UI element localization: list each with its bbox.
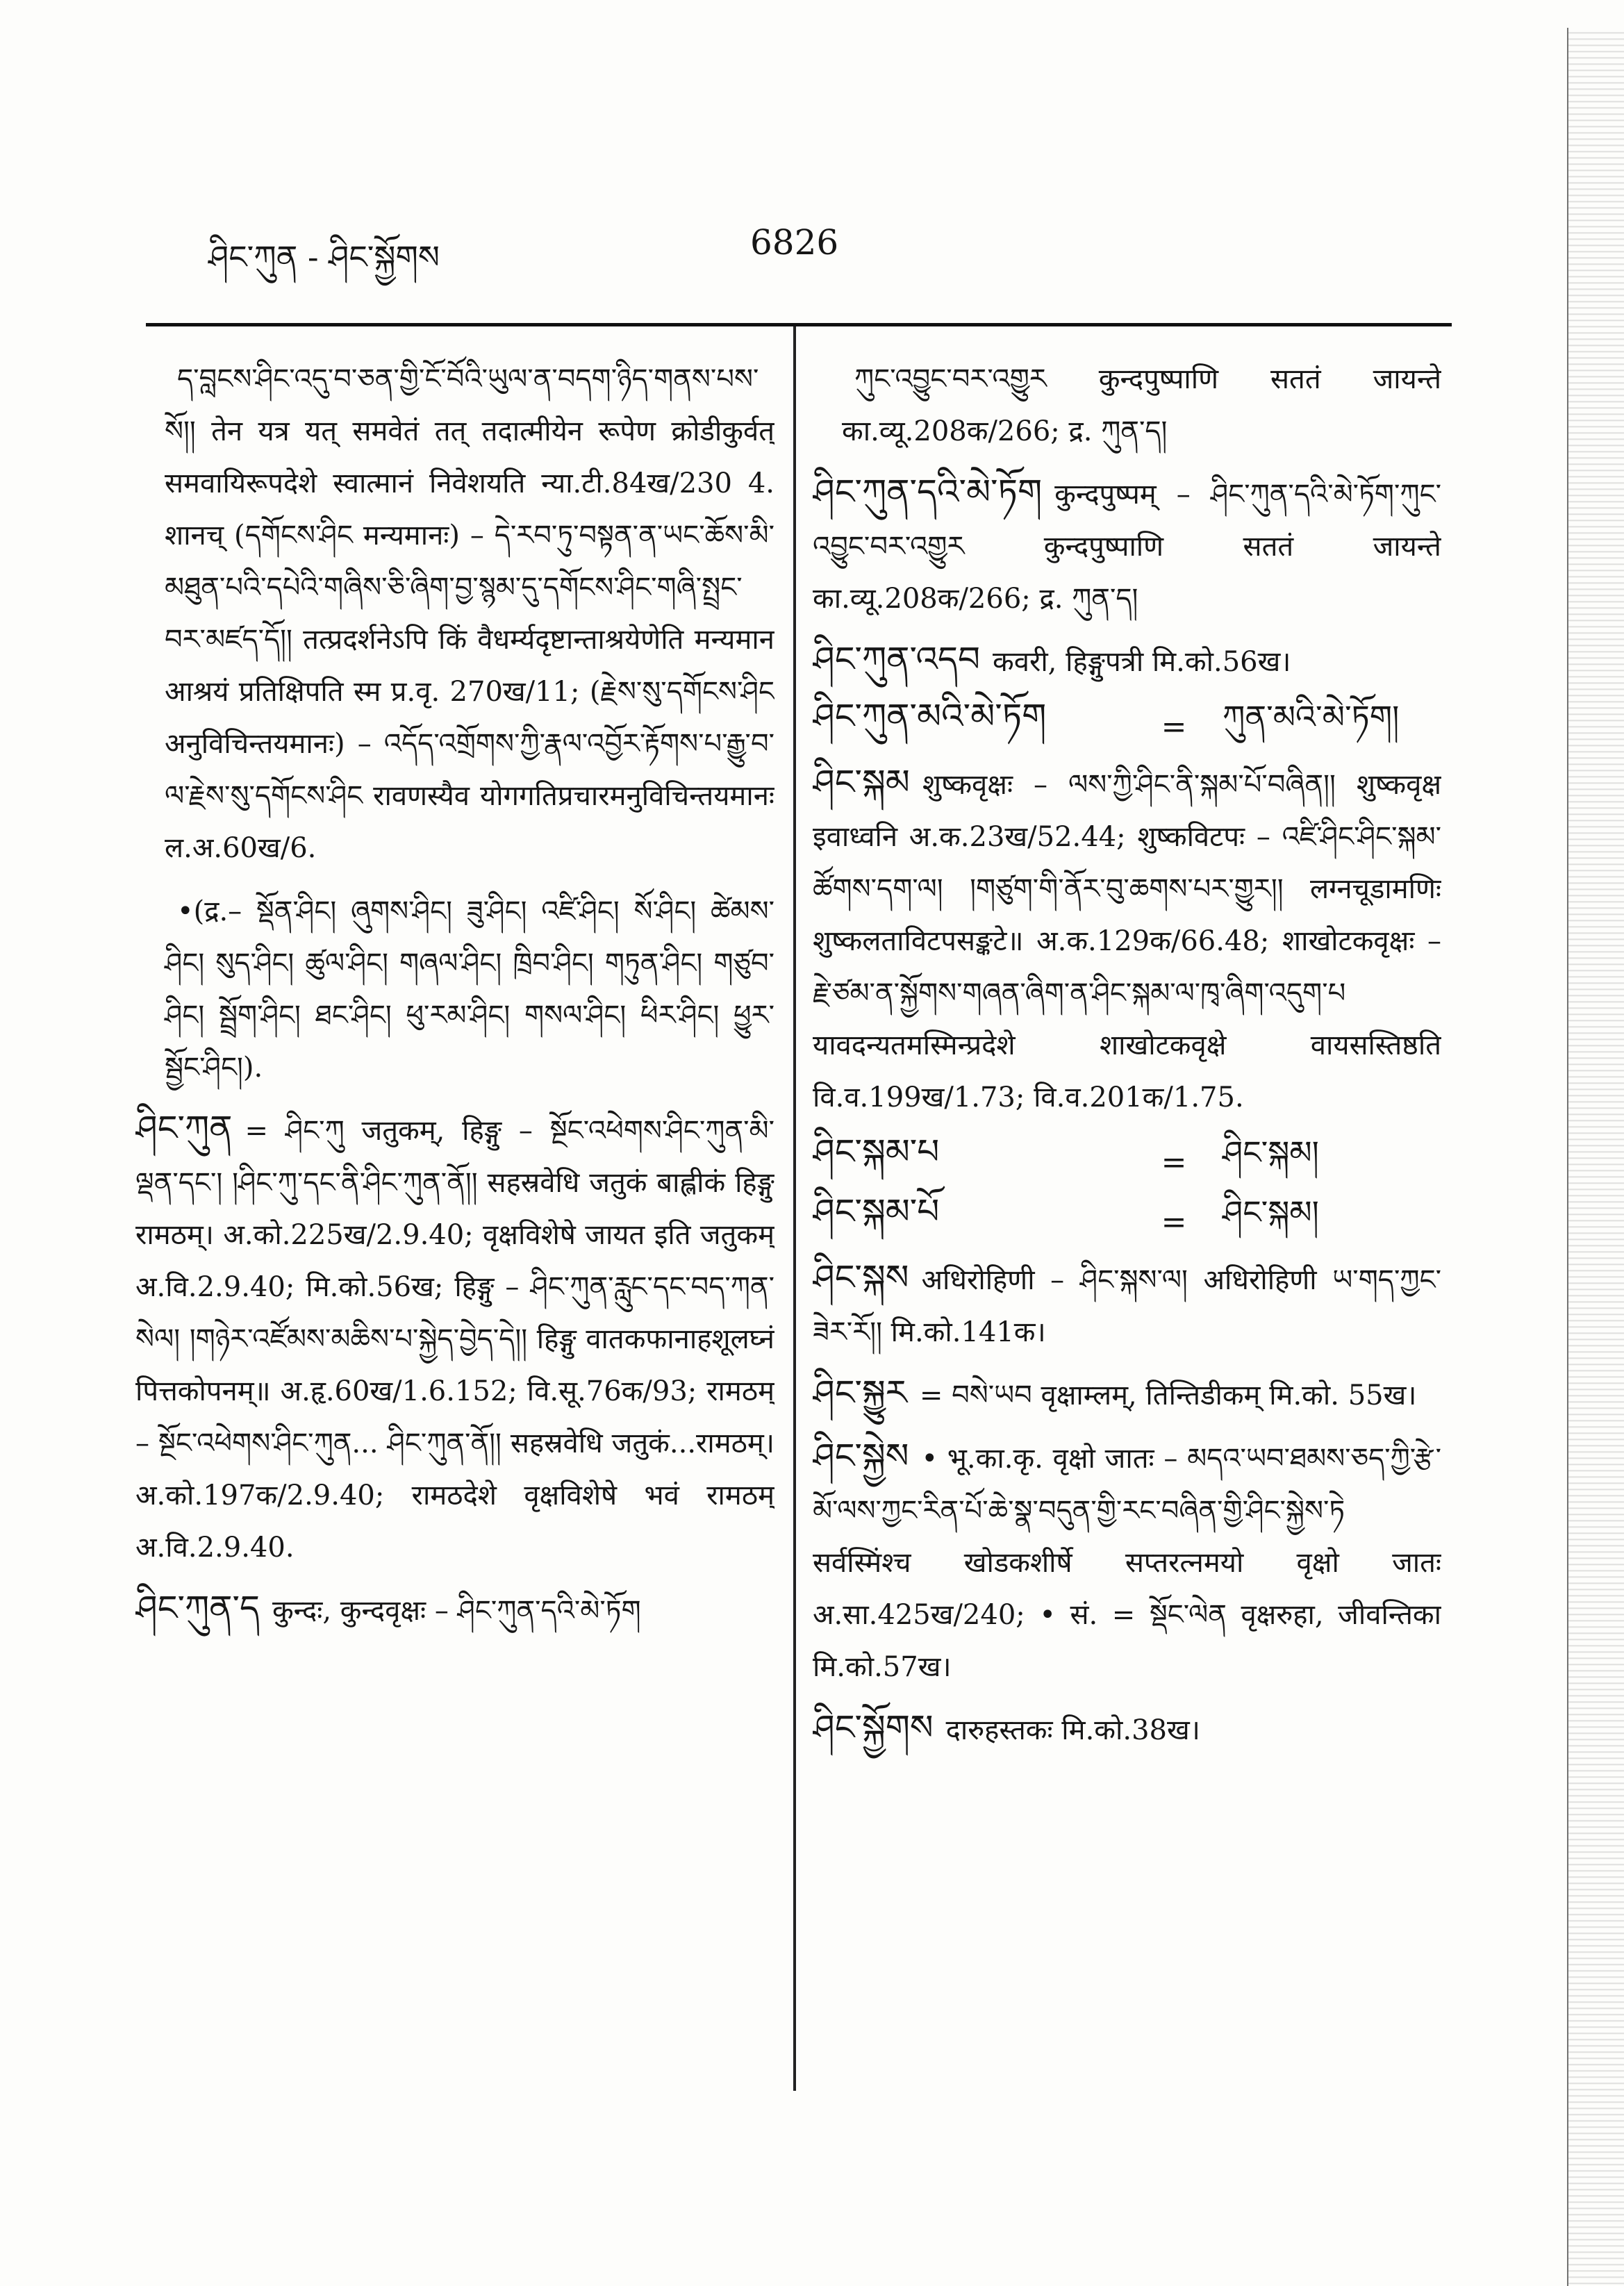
entry-headword: ཤིང་ཀུན་དའི་མེ་ཏོག [813, 472, 1043, 512]
cross-reference-target: ཤིང་སྐམ། [1223, 1193, 1319, 1231]
cross-reference-target: ཤིང་སྐམ། [1223, 1133, 1319, 1171]
equals-sign: = [1161, 709, 1187, 745]
dictionary-entry [813, 1252, 1441, 1359]
dictionary-entry [813, 351, 1441, 458]
entry-text: कवरी, हिङ्गुपत्री मि.को.56ख। [993, 646, 1291, 678]
dictionary-entry [135, 883, 774, 1094]
cross-reference-target: ཀུན་མའི་མེ་ཏོག། [1223, 697, 1400, 736]
dictionary-entry [813, 756, 1441, 1124]
entry-headword: ཤིང་སྐྱུར [813, 1373, 907, 1413]
right-column [813, 351, 1441, 2101]
scan-edge [1567, 28, 1624, 2286]
dictionary-entry [135, 351, 774, 875]
column-divider [793, 326, 796, 2091]
entry-headword: ཤིང་ཀུན [135, 1108, 233, 1148]
entry-text: = ཤིང་ཀུ जतुकम्, हिङ्गु – སྔོང་འཕེགས་ཤིང་ཀུན་མི་ལྡན་དང་། །ཤིང་ཀུ་དང་ནི་ཤིང་ཀུན་ནོ།། सहस्रवेधि जतुकं बाह्लीकं हिङ्गु रामठम्। अ.को.225ख/2.9.40; वृक्षविशेषे जायत इति जतुकम् अ.वि.2.9.40; मि.को.56ख; हिङ्गु – ཤིང་ཀུན་རླུང་དང་བད་ཀན་སེལ། །གཉེར་འཛོམས་མཆིས་པ་སྐྱེད་བྱེད་དེ།། हिङ्गु वातकफानाहशूलघ्नं पित्तकोपनम्॥ अ.हृ.60ख/1.6.152; वि.सू.76क/93; रामठम् – སྔོང་འཕེགས་ཤིང་ཀུན... ཤིང་ཀུན་ནོ།། सहस्रवेधि जतुकं...रामठम्। अ.को.197क/2.9.40; रामठदेशे वृक्षविशेषे भवं रामठम् अ.वि.2.9.40. [135, 1115, 774, 1564]
entry-text: • भू.का.कृ. वृक्षो जातः – མདའ་ཡབ་ཐམས་ཅད་ཀྱི་རྩེ་མོ་ལས་ཀྱང་རིན་པོ་ཆེ་སྣ་བདུན་གྱི་རང་བཞིན་གྱི་ཤིང་སྐྱེས་ཏེ सर्वस्मिंश्च खोडकशीर्षे सप्तरत्नमयो वृक्षो जातः अ.सा.425ख/240; • सं. = སྡོང་ལེན वृक्षरुहा, जीवन्तिका मि.को.57ख। [813, 1443, 1441, 1683]
cross-reference-entry [813, 1192, 1441, 1252]
entry-headword: ཤིང་ཀུན་ད [135, 1588, 260, 1628]
page-number: 6826 [750, 222, 839, 263]
dictionary-entry [813, 466, 1441, 625]
entry-text: दारुहस्तकः मि.को.38ख। [945, 1714, 1200, 1746]
entry-text: शुष्कवृक्षः – ལས་ཀྱི་ཤིང་ནི་སྐམ་པོ་བཞིན།། शुष्कवृक्ष इवाध्वनि अ.क.23ख/52.44; शुष्कविटपः – འཛི་ཤིང་ཤིང་སྐམ་ཚོགས་དག་ལ། །གཙུག་གི་ནོར་བུ་ཆགས་པར་གྱུར།། लग्नचूडामणिः शुष्कलताविटपसङ्कटे॥ अ.क.129क/66.48; शाखोटकवृक्षः – རྗེ་ཙམ་ན་སྐྱོགས་གཞན་ཞིག་ན་ཤིང་སྐམ་ལ་ཁྭ་ཞིག་འདུག་པ यावदन्यतमस्मिन्प्रदेशे शाखोटकवृक्षे वायसस्तिष्ठति वि.व.199ख/1.73; वि.व.201क/1.75. [813, 769, 1441, 1113]
dictionary-entry [813, 1430, 1441, 1693]
entry-headword: ཤིང་ཀུན་མའི་མེ་ཏོག [813, 696, 1047, 736]
entry-text: •(द्र.– སྡོན་ཤིང། ཞུགས་ཤིང། ཟུ་ཤིང། འཛི་ཤིང། སོ་ཤིང། ཚེམས་ཤིང། སུད་ཤིང། ཚུལ་ཤིང། གཞལ་ཤིང། ཁྲིབ་ཤིང། གཏུན་ཤིང། གཙུབ་ཤིང། སྦྲོག་ཤིང། ཐང་ཤིང། ཕུ་རམ་ཤིང། གསལ་ཤིང། ཕིར་ཤིང། ཕྱུར་སྦྱོང་ཤིང།). [165, 895, 774, 1084]
entry-headword: ཤིང་སྐྱོགས [813, 1707, 934, 1748]
header-rule [146, 323, 1452, 326]
dictionary-entry [813, 1367, 1441, 1422]
dictionary-entry [135, 1102, 774, 1574]
entry-text: ད་བླངས་ཤིང་འདུ་བ་ཅན་གྱི་ངོ་བོའི་ཡུལ་ན་བདག་ཉིད་གནས་པས་སོ།། तेन यत्र यत् समवेतं तत् तदात्मीयेन रूपेण क्रोडीकुर्वत् समवायिरूपदेशे स्वात्मानं निवेशयति न्या.टी.84ख/230 4. शानच् (དགོངས་ཤིང मन्यमानः) – དེ་རབ་ཏུ་བསྟན་ན་ཡང་ཆོས་མི་མཐུན་པའི་དཔེའི་གཞིས་ཅི་ཞིག་བྱ་སྙམ་དུ་དགོངས་ཤིང་གཞི་སྤྲང་བར་མཛད་དོ།། तत्प्रदर्शनेऽपि किं वैधर्म्यदृष्टान्ताश्रयेणेति मन्यमान आश्रयं प्रतिक्षिपति स्म प्र.वृ. 270ख/11; (རྗེས་སུ་དགོངས་ཤིང अनुविचिन्तयमानः) – འདོད་འགྲོགས་ཀྱི་རྣལ་འབྱོར་རྟོགས་པ་རྒྱུ་བ་ལ་རྗེས་སུ་དགོངས་ཤིང रावणस्यैव योगगतिप्रचारमनुविचिन्तयमानः ल.अ.60ख/6. [165, 363, 774, 864]
page-header [139, 208, 1445, 292]
entry-text: ཀུང་འབྱུང་བར་འགྱུར कुन्दपुष्पाणि सततं जायन्ते का.व्यू.208क/266; द्र. ཀུན་ད། [842, 363, 1441, 447]
entry-text: अधिरोहिणी – ཤིང་སྐས་ལ། अधिरोहिणी ཡ་གད་ཀྱང་ཟེར་རོ།། मि.को.141क। [813, 1264, 1441, 1348]
cross-reference-entry [813, 697, 1441, 756]
entry-headword: ཤིང་སྐམ [813, 762, 910, 802]
entry-text: कुन्दः, कुन्दवृक्षः – ཤིང་ཀུན་དའི་མེ་ཏོག [272, 1595, 641, 1627]
left-column [135, 351, 774, 2101]
equals-sign: = [1161, 1204, 1187, 1240]
entry-headword: ཤིང་སྐས [813, 1257, 909, 1298]
dictionary-entry [813, 1702, 1441, 1757]
equals-sign: = [1161, 1144, 1187, 1180]
dictionary-entry [135, 1582, 774, 1637]
entry-headword: ཤིང་སྐམ་པ [813, 1132, 940, 1172]
running-head: ཤིང་ཀུན - ཤིང་སྐྱོགས [208, 238, 440, 276]
entry-text: कुन्दपुष्पम् – ཤིང་ཀུན་དའི་མེ་ཏོག་ཀུང་འབྱུང་བར་འགྱུར कुन्दपुष्पाणि सततं जायन्ते का.व्यू.208क/266; द्र. ཀུན་ད། [813, 479, 1441, 615]
entry-headword: ཤིང་སྐམ་པོ [813, 1191, 940, 1232]
entry-headword: ཤིང་སྐྱེས [813, 1436, 909, 1476]
entry-headword: ཤིང་ཀུན་འདབ [813, 639, 980, 679]
entry-text: = བསེ་ཡབ वृक्षाम्लम्, तिन्तिडीकम् मि.को. 55ख। [919, 1380, 1417, 1411]
